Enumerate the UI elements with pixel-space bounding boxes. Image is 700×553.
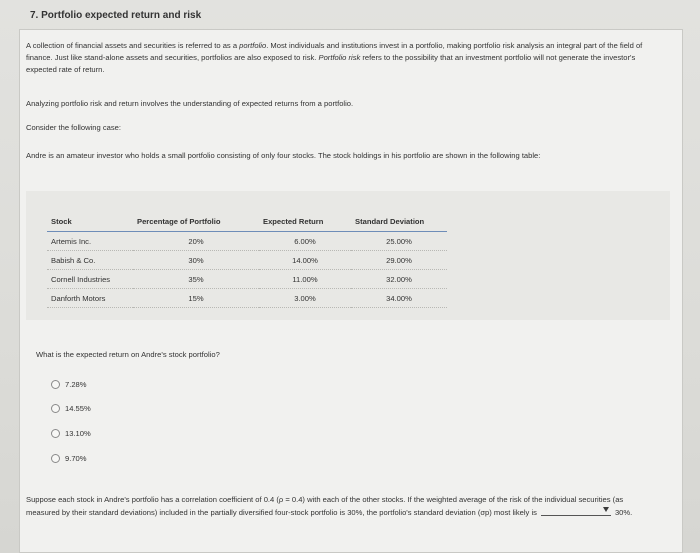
radio-button[interactable] (51, 429, 60, 438)
stock-percentage: 30% (133, 251, 259, 270)
option-label: 9.70% (65, 454, 87, 463)
radio-button[interactable] (51, 380, 60, 389)
option-2[interactable] (51, 404, 91, 413)
mc-prompt: What is the expected return on Andre's stock portfolio? (36, 350, 220, 359)
header-percentage: Percentage of Portfolio (133, 215, 259, 232)
consider-paragraph: Consider the following case: (26, 123, 121, 132)
case-paragraph: Andre is an amateur investor who holds a small portfolio consisting of only four stocks. The stock holdings in his portfolio are shown in the following table: (26, 151, 541, 160)
stock-percentage: 15% (133, 289, 259, 308)
stock-std-dev: 34.00% (351, 289, 447, 308)
stock-expected-return: 6.00% (259, 232, 351, 251)
option-4[interactable] (51, 454, 87, 463)
holdings-table (47, 215, 447, 308)
option-3[interactable] (51, 429, 91, 438)
analyzing-paragraph: Analyzing portfolio risk and return involves the understanding of expected returns from a portfolio. (26, 99, 354, 108)
table-row (47, 251, 447, 270)
stock-std-dev: 29.00% (351, 251, 447, 270)
stock-expected-return: 3.00% (259, 289, 351, 308)
header-std-dev: Standard Deviation (351, 215, 447, 232)
table-header-row (47, 215, 447, 232)
intro-paragraph: A collection of financial assets and securities is referred to as a portfolio. Most individuals and institutions invest in a portfolio, making portfolio risk analysis an integral part of the field of finance. Just like stand-alone assets and securities, portfolios are also exposed to risk. Portfolio risk refers to the possibility that an investment portfolio will not generate the investor's expected rate of return. (26, 41, 643, 74)
stock-percentage: 20% (133, 232, 259, 251)
option-label: 14.55% (65, 404, 91, 413)
stock-name: Artemis Inc. (47, 232, 133, 251)
radio-button[interactable] (51, 404, 60, 413)
option-label: 7.28% (65, 380, 87, 389)
table-row (47, 289, 447, 308)
header-stock: Stock (47, 215, 133, 232)
question-title: 7. Portfolio expected return and risk (30, 10, 202, 21)
table-row (47, 232, 447, 251)
followup-paragraph: Suppose each stock in Andre's portfolio has a correlation coefficient of 0.4 (ρ = 0.4) with each of the other stocks. If the weighted average of the risk of the individual securities (as measured by their standard deviations) included in the partially diversified four-stock portfolio is 30%, the portfolio's standard deviation (σp) most likely is 30%. (26, 495, 633, 517)
option-1[interactable] (51, 380, 87, 389)
header-expected-return: Expected Return (259, 215, 351, 232)
stock-expected-return: 11.00% (259, 270, 351, 289)
table-row (47, 270, 447, 289)
radio-button[interactable] (51, 454, 60, 463)
option-label: 13.10% (65, 429, 91, 438)
stock-name: Babish & Co. (47, 251, 133, 270)
stock-std-dev: 32.00% (351, 270, 447, 289)
stock-expected-return: 14.00% (259, 251, 351, 270)
stock-name: Cornell Industries (47, 270, 133, 289)
std-dev-dropdown[interactable] (541, 506, 611, 516)
holdings-table-panel (26, 191, 670, 320)
chevron-down-icon (603, 507, 609, 512)
stock-std-dev: 25.00% (351, 232, 447, 251)
stock-name: Danforth Motors (47, 289, 133, 308)
stock-percentage: 35% (133, 270, 259, 289)
